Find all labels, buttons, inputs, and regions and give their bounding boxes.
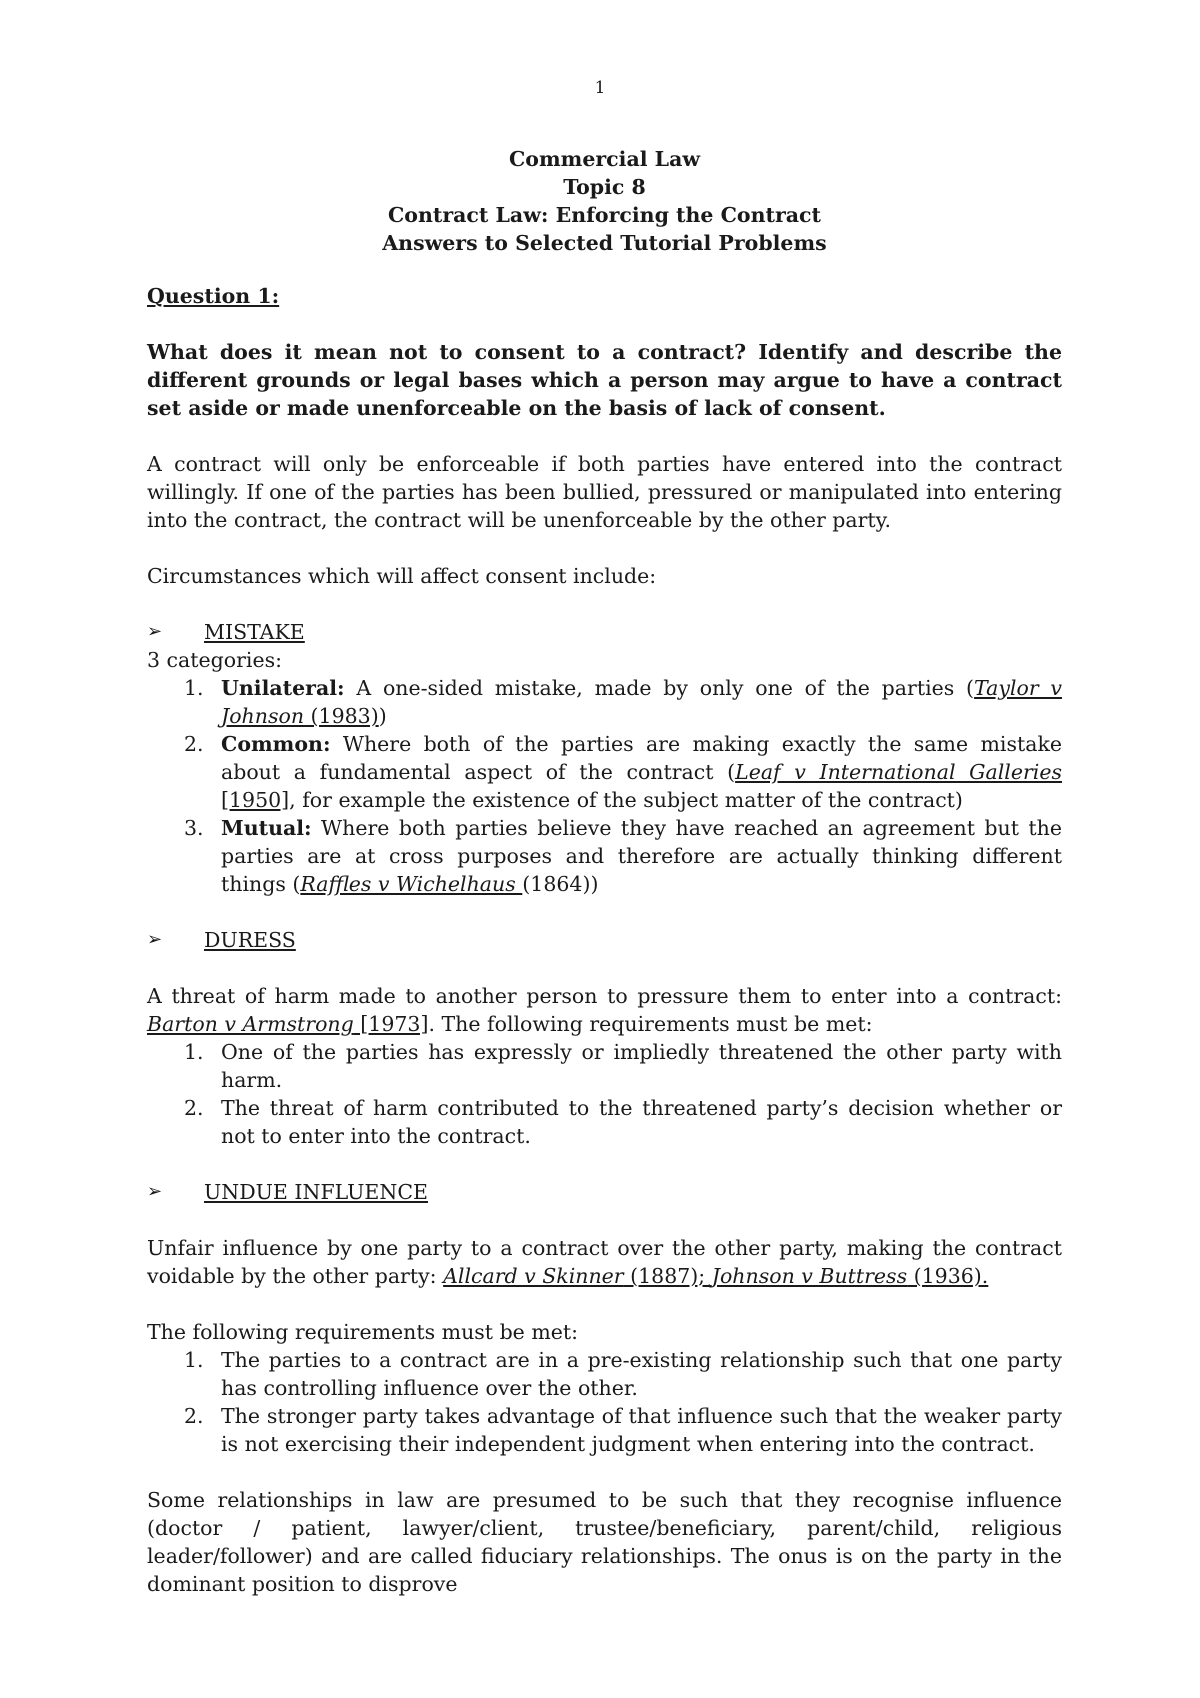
undue-influence-intro (147, 1234, 1062, 1290)
undue-influence-heading (147, 1178, 1062, 1206)
arrow-bullet-icon: ➢ (147, 929, 163, 950)
case-year: (1887); (623, 1264, 712, 1288)
list-number: 2. (184, 1404, 204, 1428)
title-block (147, 145, 1062, 257)
item-text-end: (1864)) (522, 872, 599, 896)
list-item (147, 730, 1062, 814)
title-subject: Contract Law: Enforcing the Contract (387, 203, 821, 227)
item-text-end: ) (378, 704, 387, 728)
item-text-end: , for example the existence of the subject matter of the contract) (289, 788, 963, 812)
list-item (147, 1094, 1062, 1150)
undue-influence-heading-text: UNDUE INFLUENCE (204, 1180, 428, 1204)
case-citation: Barton v Armstrong (147, 1012, 354, 1036)
case-citation: Raffles v Wichelhaus (300, 872, 523, 896)
case-year: [1973] (353, 1012, 429, 1036)
item-text: Where both of the parties are making exactly the same mistake about a fundamental aspect of the contract ( (221, 732, 1062, 784)
item-label: Mutual: (221, 816, 312, 840)
item-label: Common: (221, 732, 331, 756)
duress-list (147, 1038, 1062, 1150)
case-citation: Taylor v Johnson (221, 676, 1062, 728)
case-year: (1936). (907, 1264, 989, 1288)
item-text: One of the parties has expressly or impliedly threatened the other party with harm. (221, 1040, 1062, 1092)
item-text: Where both parties believe they have reached an agreement but the parties are at cross purposes and therefore are actually thinking different things ( (221, 816, 1062, 896)
title-description: Answers to Selected Tutorial Problems (382, 231, 827, 255)
duress-intro (147, 982, 1062, 1038)
duress-intro-text: A threat of harm made to another person to pressure them to enter into a contract: (147, 984, 1062, 1008)
item-text: The threat of harm contributed to the threatened party’s decision whether or not to enter into the contract. (221, 1096, 1062, 1148)
list-number: 1. (184, 1348, 204, 1372)
list-item (147, 1038, 1062, 1094)
undue-intro-text: Unfair influence by one party to a contract over the other party, making the contract voidable by the other party: (147, 1236, 1062, 1288)
list-number: 2. (184, 732, 204, 756)
list-number: 1. (184, 676, 204, 700)
title-course: Commercial Law (508, 147, 701, 171)
case-citation: Leaf v International Galleries (735, 760, 1062, 784)
duress-heading-text: DURESS (204, 928, 296, 952)
document-body (147, 145, 1062, 1626)
item-label: Unilateral: (221, 676, 345, 700)
list-number: 3. (184, 816, 204, 840)
case-citation: Allcard v Skinner (443, 1264, 624, 1288)
list-item (147, 674, 1062, 730)
circumstances-paragraph: Circumstances which will affect consent include: (147, 564, 657, 588)
item-text: A one-sided mistake, made by only one of the parties ( (344, 676, 975, 700)
case-citation: Johnson v Buttress (711, 1264, 908, 1288)
title-topic: Topic 8 (563, 175, 646, 199)
mistake-list (147, 674, 1062, 898)
question-heading: Question 1: (147, 284, 280, 308)
page-number: 1 (594, 78, 606, 98)
arrow-bullet-icon: ➢ (147, 1181, 163, 1202)
mistake-heading-text: MISTAKE (204, 620, 305, 644)
list-item (147, 814, 1062, 898)
duress-intro-end: . The following requirements must be met: (428, 1012, 873, 1036)
item-text: The parties to a contract are in a pre-existing relationship such that one party has controlling influence over the other. (221, 1348, 1062, 1400)
intro-paragraph: A contract will only be enforceable if both parties have entered into the contract willingly. If one of the parties has been bullied, pressured or manipulated into entering into the contract, the contract will be unenforceable by the other party. (147, 452, 1062, 532)
case-year: [1950] (221, 788, 290, 812)
list-item (147, 1346, 1062, 1402)
list-number: 1. (184, 1040, 204, 1064)
undue-requirements-label: The following requirements must be met: (147, 1320, 579, 1344)
case-year: (1983) (304, 704, 379, 728)
arrow-bullet-icon: ➢ (147, 621, 163, 642)
question-text: What does it mean not to consent to a contract? Identify and describe the different grounds or legal bases which a person may argue to have a contract set aside or made unenforceable on the basis of lack of consent. (147, 340, 1062, 420)
undue-influence-list (147, 1346, 1062, 1458)
list-number: 2. (184, 1096, 204, 1120)
mistake-categories-label: 3 categories: (147, 648, 283, 672)
fiduciary-paragraph: Some relationships in law are presumed to be such that they recognise influence (doctor / patient, lawyer/client, trustee/beneficiary, parent/child, religious leader/follower) and are called fiduciary relationships. The onus is on the party in the dominant position to disprove (147, 1488, 1062, 1596)
item-text: The stronger party takes advantage of that influence such that the weaker party is not exercising their independent judgment when entering into the contract. (221, 1404, 1062, 1456)
list-item (147, 1402, 1062, 1458)
duress-heading (147, 926, 1062, 954)
mistake-heading (147, 618, 1062, 646)
